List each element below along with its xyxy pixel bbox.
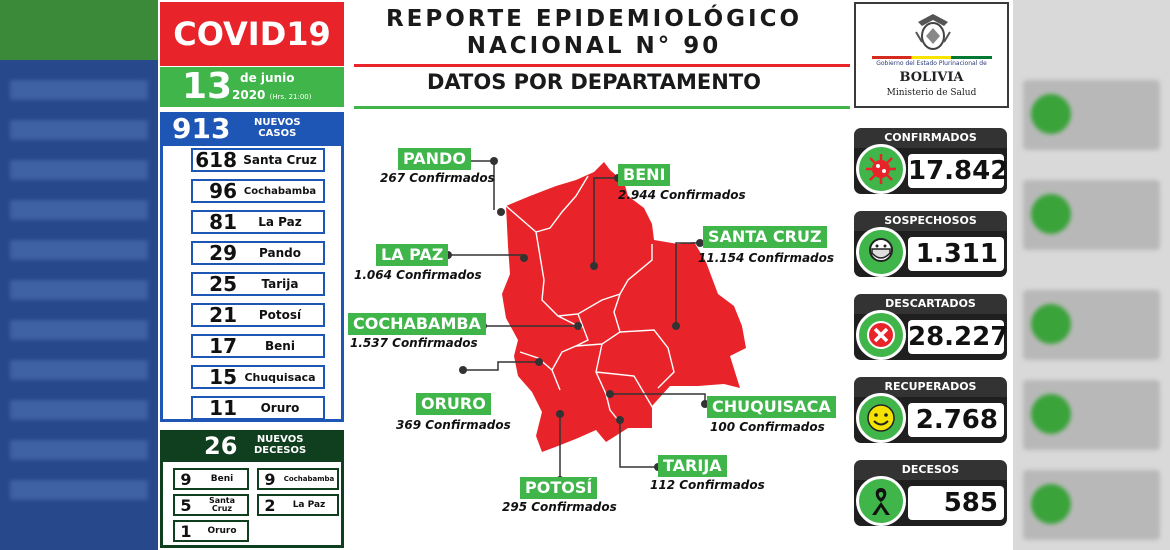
map-label-pando: PANDO <box>398 148 471 170</box>
list-item: 96 Cochabamba <box>191 179 325 203</box>
list-item: 21 Potosí <box>191 303 325 327</box>
report-year: 2020 (Hrs. 21:00) <box>232 88 312 102</box>
stat-recuperados: RECUPERADOS 2.768 <box>854 377 1007 447</box>
stat-decesos: DECESOS 585 <box>854 460 1007 530</box>
page-subtitle: DATOS POR DEPARTAMENTO <box>426 70 762 94</box>
list-item: 618 Santa Cruz <box>191 148 325 172</box>
map-confirmed-santa-cruz: 11.154 Confirmados <box>698 251 835 265</box>
blurred-background-right <box>1013 0 1170 550</box>
list-item: 11 Oruro <box>191 396 325 420</box>
new-deaths-label: NUEVOS DECESOS <box>254 434 307 456</box>
new-cases-total: 913 <box>172 112 231 145</box>
map-label-beni: BENI <box>618 164 670 186</box>
stat-descartados: DESCARTADOS 28.227 <box>854 294 1007 364</box>
map-confirmed-oruro: 369 Confirmados <box>396 418 511 432</box>
list-item: 9 Cochabamba <box>257 468 339 490</box>
report-day: 13 <box>182 66 233 107</box>
map-confirmed-potosi: 295 Confirmados <box>502 500 617 514</box>
mask-icon <box>856 227 906 277</box>
ribbon-icon <box>856 476 906 526</box>
list-item: 5 Santa Cruz <box>173 494 249 516</box>
map-label-oruro: ORURO <box>416 393 491 415</box>
map-confirmed-la-paz: 1.064 Confirmados <box>354 268 482 282</box>
list-item: 81 La Paz <box>191 210 325 234</box>
blurred-background-left <box>0 0 158 550</box>
new-cases-label: NUEVOS CASOS <box>254 117 301 139</box>
map-confirmed-beni: 2.944 Confirmados <box>618 188 746 202</box>
page-title: REPORTE EPIDEMIOLÓGICO NACIONAL N° 90 <box>385 6 803 59</box>
logo-ministry: Ministerio de Salud <box>886 88 977 98</box>
map-label-la-paz: LA PAZ <box>376 244 448 266</box>
map-label-tarija: TARIJA <box>658 455 727 477</box>
virus-icon <box>856 144 906 194</box>
map-confirmed-cochabamba: 1.537 Confirmados <box>350 336 478 350</box>
map-label-potosi: POTOSÍ <box>520 477 597 499</box>
map-confirmed-tarija: 112 Confirmados <box>650 478 765 492</box>
list-item: 25 Tarija <box>191 272 325 296</box>
list-item: 17 Beni <box>191 334 325 358</box>
map-label-chuquisaca: CHUQUISACA <box>707 396 836 418</box>
stat-confirmados: CONFIRMADOS 17.842 <box>854 128 1007 198</box>
list-item: 29 Pando <box>191 241 325 265</box>
map-label-cochabamba: COCHABAMBA <box>348 313 486 335</box>
stat-sospechosos: SOSPECHOSOS 1.311 <box>854 211 1007 281</box>
logo-government: Gobierno del Estado Plurinacional de <box>876 60 987 67</box>
covid-badge: COVID19 <box>160 2 344 66</box>
logo-country: BOLIVIA <box>899 70 964 85</box>
list-item: 15 Chuquisaca <box>191 365 325 389</box>
list-item: 2 La Paz <box>257 494 339 516</box>
x-icon <box>856 310 906 360</box>
smile-icon <box>856 393 906 443</box>
new-deaths-total: 26 <box>204 432 238 460</box>
list-item: 9 Beni <box>173 468 249 490</box>
report-month: de junio <box>240 71 295 85</box>
map-confirmed-chuquisaca: 100 Confirmados <box>710 420 825 434</box>
map-confirmed-pando: 267 Confirmados <box>380 171 495 185</box>
list-item: 1 Oruro <box>173 520 249 542</box>
map-label-santa-cruz: SANTA CRUZ <box>703 226 827 248</box>
report-poster <box>158 0 1013 550</box>
